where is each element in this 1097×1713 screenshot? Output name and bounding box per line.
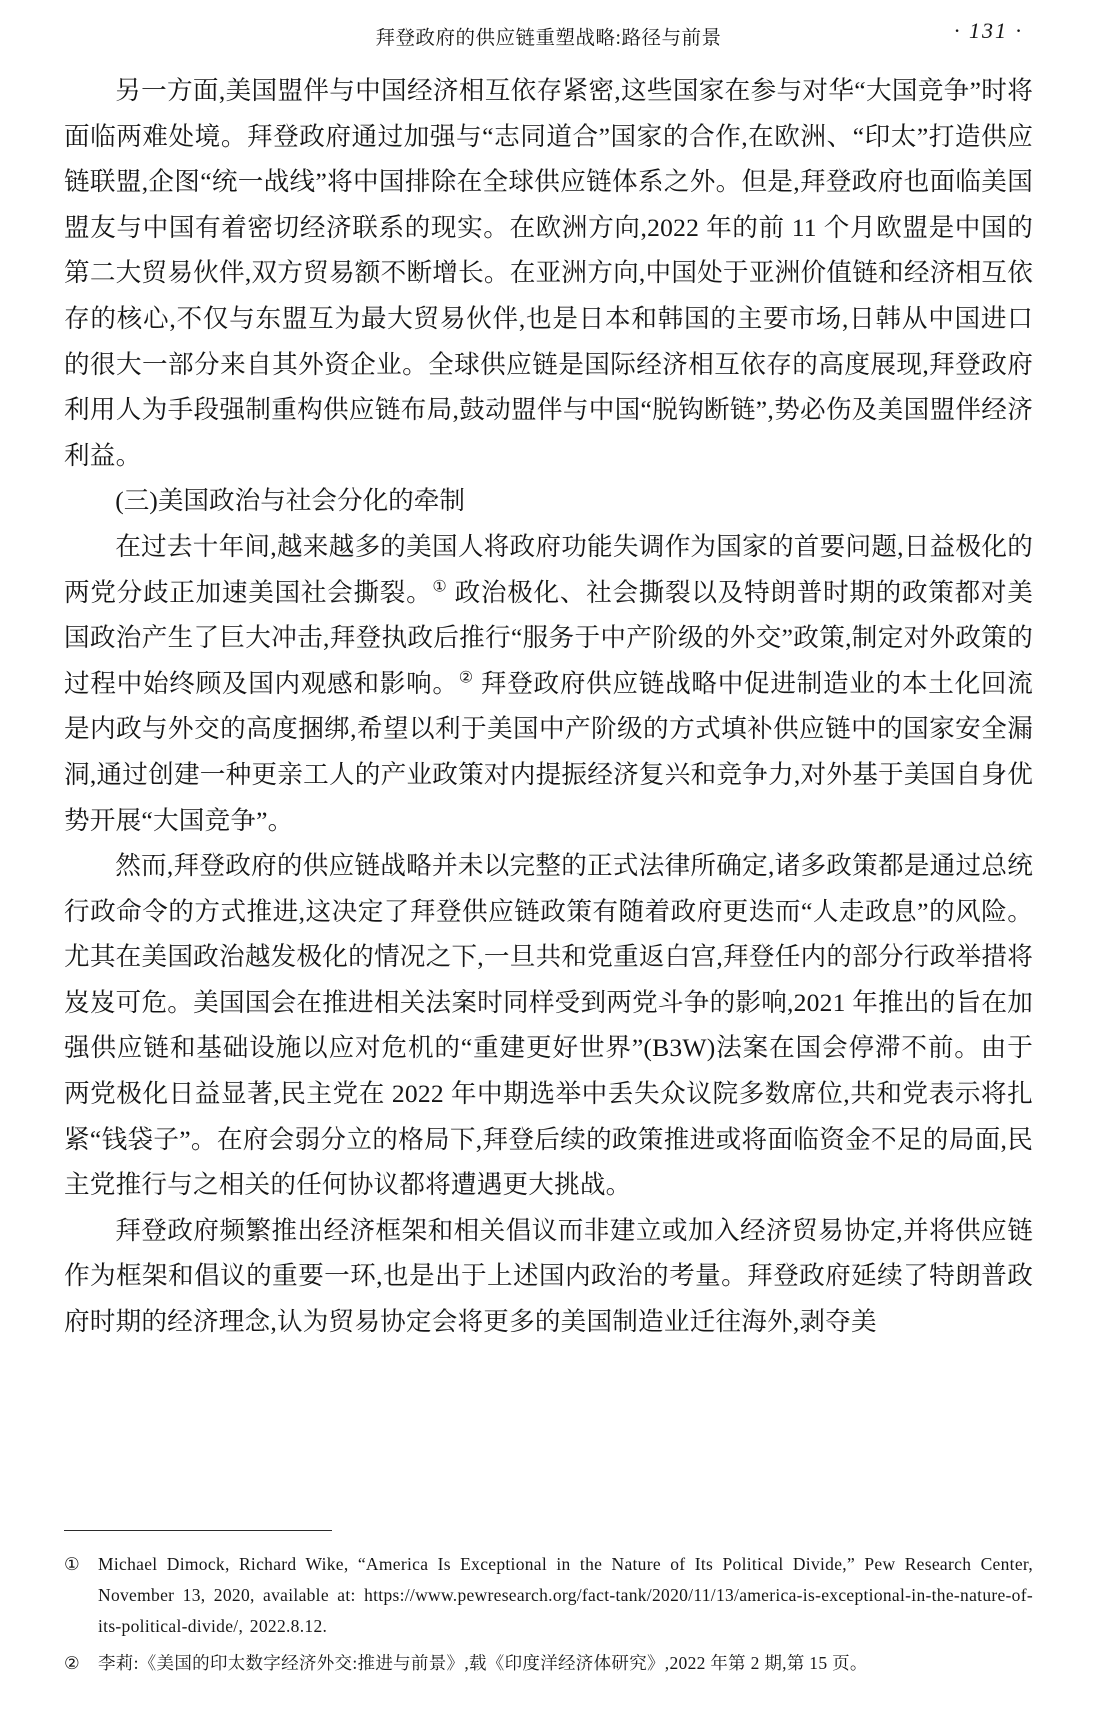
paragraph-3: 然而,拜登政府的供应链战略并未以完整的正式法律所确定,诸多政策都是通过总统行政命令的方式推进,这决定了拜登供应链政策有随着政府更迭而“人走政息”的风险。尤其在美国政治越发极化的情况之下,一旦共和党重返白宫,拜登任内的部分行政举措将岌岌可危。美国国会在推进相关法案时同样受到两党斗争的影响,2021 年推出的旨在加强供应链和基础设施以应对危机的“重建更好世界”(B3W)法案在国会停滞不前。由于两党极化日益显著,民主党在 2022 年中期选举中丢失众议院多数席位,共和党表示将扎紧“钱袋子”。在府会弱分立的格局下,拜登后续的政策推进或将面临资金不足的局面,民主党推行与之相关的任何协议都将遭遇更大挑战。: [64, 851, 1033, 1200]
running-head: [64, 0, 1033, 54]
footnote-item-2: [64, 1648, 1033, 1679]
footnote-ref-2[interactable]: ②: [458, 669, 474, 687]
page-number: · 131 ·: [954, 18, 1023, 43]
paragraph-2-segment-3: 拜登政府供应链战略中促进制造业的本土化回流是内政与外交的高度捆绑,希望以利于美国中产阶级的方式填补供应链中的国家安全漏洞,通过创建一种更亲工人的产业政策对内提振经济复兴和竞争力,对外基于美国自身优势开展“大国竞争”。: [64, 668, 1033, 835]
footnote-text-2: 李莉:《美国的印太数字经济外交:推进与前景》,载《印度洋经济体研究》,2022 年第 2 期,第 15 页。: [98, 1653, 868, 1673]
paragraph-2-segment-2: 政治极化、社会撕裂以及特朗普时期的政策都对美国政治产生了巨大冲击,拜登执政后推行“服务于中产阶级的外交”政策,制定对外政策的过程中始终顾及国内观感和影响。: [64, 577, 1034, 698]
paragraph-1: 另一方面,美国盟伴与中国经济相互依存紧密,这些国家在参与对华“大国竞争”时将面临两难处境。拜登政府通过加强与“志同道合”国家的合作,在欧洲、“印太”打造供应链联盟,企图“统一战线”将中国排除在全球供应链体系之外。但是,拜登政府也面临美国盟友与中国有着密切经济联系的现实。在欧洲方向,2022 年的前 11 个月欧盟是中国的第二大贸易伙伴,双方贸易额不断增长。在亚洲方向,中国处于亚洲价值链和经济相互依存的核心,不仅与东盟互为最大贸易伙伴,也是日本和韩国的主要市场,日韩从中国进口的很大一部分来自其外资企业。全球供应链是国际经济相互依存的高度展现,拜登政府利用人为手段强制重构供应链布局,鼓动盟伴与中国“脱钩断链”,势必伤及美国盟伴经济利益。: [64, 76, 1033, 470]
footnote-item-1: [64, 1549, 1033, 1642]
footnote-separator-rule: [64, 1530, 332, 1531]
footnote-text-1: Michael Dimock, Richard Wike, “America Is Exceptional in the Nature of Its Political Divide,” Pew Research Center, November 13, 2020, available at: https://www.pewresearch.org/fact-tank/2020/11/13/america-is-exceptional-in-the-nature-of-its-political-divide/, 2022.8.12.: [98, 1554, 1033, 1636]
paragraph-2: [64, 524, 1033, 843]
footnotes-area: [64, 1530, 1033, 1685]
body-column: [64, 68, 1033, 1345]
section-heading-1: (三)美国政治与社会分化的牵制: [115, 486, 465, 516]
running-head-title: 拜登政府的供应链重塑战略:路径与前景: [375, 28, 722, 49]
paragraph-2-segment-1: 在过去十年间,越来越多的美国人将政府功能失调作为国家的首要问题,日益极化的两党分歧正加速美国社会撕裂。: [64, 531, 1033, 607]
footnote-marker-2: ②: [64, 1653, 80, 1673]
footnote-ref-1[interactable]: ①: [432, 578, 448, 595]
footnote-marker-1: ①: [64, 1554, 80, 1574]
paragraph-4: 拜登政府频繁推出经济框架和相关倡议而非建立或加入经济贸易协定,并将供应链作为框架和倡议的重要一环,也是出于上述国内政治的考量。拜登政府延续了特朗普政府时期的经济理念,认为贸易协定会将更多的美国制造业迁往海外,剥夺美: [64, 1215, 1033, 1337]
